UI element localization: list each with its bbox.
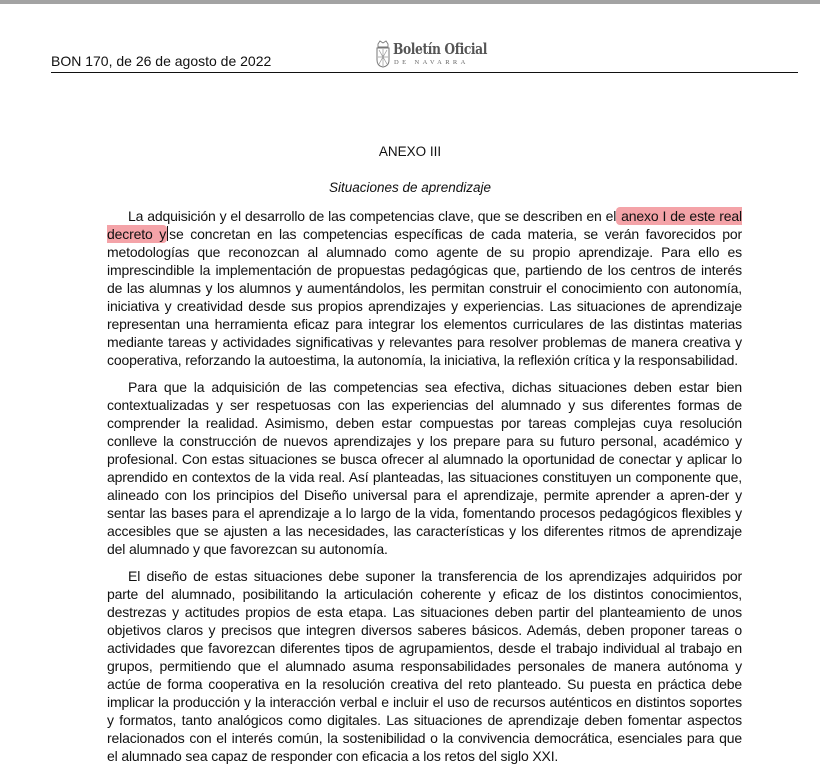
document-body [107,207,742,774]
logo-title: Boletín Oficial [393,40,488,58]
paragraph-1-start: La adquisición y el desarrollo de las competencias clave, que se describen en el [128,208,617,224]
paragraph-3: El diseño de estas situaciones debe suponer la transferencia de los aprendizajes adquiridos por parte del alumnado, posibilitando la articulación coherente y eficaz de los distintos conocimientos, destrezas y actitudes propios de esta etapa. Las situaciones deben partir del planteamiento de unos objetivos claros y precisos que integren diversos saberes básicos. Además, deben proponer tareas o actividades que favorezcan diferentes tipos de agrupamientos, desde el trabajo individual al trabajo en grupos, permitiendo que el alumnado asuma responsabilidades personales de manera autónoma y actúe de forma cooperativa en la resolución creativa del reto planteado. Su puesta en práctica debe implicar la producción y la interacción verbal e incluir el uso de recursos auténticos en distintos soportes y formatos, tanto analógicos como digitales. Las situaciones de aprendizaje deben fomentar aspectos relacionados con el interés común, la sostenibilidad o la convivencia democrática, esenciales para que el alumnado sea capaz de responder con eficacia a los retos del siglo XXI. [107,568,742,764]
top-border [0,0,820,4]
annex-title: ANEXO III [378,144,442,159]
annex-subtitle: Situaciones de aprendizaje [328,180,492,195]
navarra-shield-icon [376,40,390,68]
paragraph-2: Para que la adquisición de las competencias sea efectiva, dichas situaciones deben estar bien contextualizadas y ser respetuosas con las experiencias del alumnado y sus diferentes formas de comprender la realidad. Asimismo, deben estar compuestas por tareas complejas cuya resolución conlleve la construcción de nuevos aprendizajes y los prepare para su futuro personal, académico y profesional. Con estas situaciones se busca ofrecer al alumnado la oportunidad de conectar y aplicar lo aprendido en contextos de la vida real. Así planteadas, las situaciones constituyen un componente que, alineado con los principios del Diseño universal para el aprendizaje, permite aprender a apren-der y sentar las bases para el aprendizaje a lo largo de la vida, fomentando procesos pedagógicos flexibles y accesibles que se ajusten a las necesidades, las características y los diferentes ritmos de aprendizaje del alumnado y que favorezcan su autonomía. [107,379,742,557]
highlighted-text-content: anexo I de este real decreto y [107,208,742,242]
page-header [51,38,798,73]
paragraph-1-rest: se concretan en las competencias específicas de cada materia, se verán favorecidos por metodologías que reconozcan al alumnado como agente de su propio aprendizaje. Para ello es imprescindible la implementación de propuestas pedagógicas que, partiendo de los centros de interés de las alumnas y los alumnos y aumentándolos, les permitan construir el conocimiento con autonomía, iniciativa y creatividad desde sus propios aprendizajes y experiencias. Las situaciones de aprendizaje representan una herramienta eficaz para integrar los elementos curriculares de las distintas materias mediante tareas y actividades significativas y relevantes para resolver problemas de manera creativa y cooperativa, reforzando la autoestima, la autonomía, la iniciativa, la reflexión crítica y la responsabilidad. [107,226,742,368]
boletin-oficial-logo [376,40,488,72]
text-cursor [167,226,168,241]
paragraph-1 [107,207,742,369]
issue-date: BON 170, de 26 de agosto de 2022 [51,53,272,69]
logo-subtitle: DE NAVARRA [394,59,469,66]
